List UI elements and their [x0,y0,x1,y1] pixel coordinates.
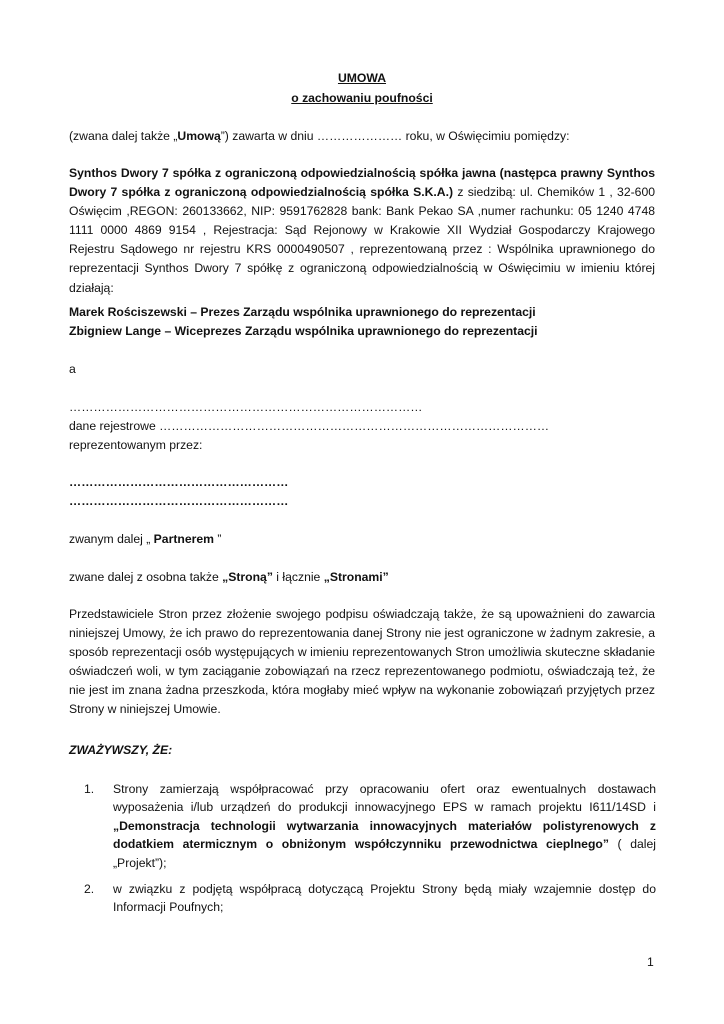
page-number: 1 [647,955,654,969]
list-item-bold-text: „Demonstracja technologii wytwarzania innowacyjnych materiałów polistyrenowych z dodatkiem atermicznym o obniżonym współczynniku przewodnictwa cieplnego” [113,818,656,852]
representation-clause-text: Przedstawiciele Stron przez złożenie swojego podpisu oświadczają także, że są upoważnieni do zawarcia niniejszej Umowy, że ich prawo do reprezentowania danej Strony nie jest ograniczone w żadnym zakresie, a sposób reprezentacji osób występujących w imieniu reprezentowanych Stron umożliwia skuteczne składanie oświadczeń woli, w tym zaciąganie zobowiązań na rzecz reprezentowanego podmiotu, oświadczają też, że nie jest im znana żadna przeszkoda, która mogłaby mieć wpływ na wykonanie zobowiązań przyjętych przez Strony w niniejszej Umowie. [69,607,655,717]
list-item-text: Strony zamierzają współpracować przy opracowaniu ofert oraz ewentualnych dostawach wyposażenia i/lub urządzeń do produkcji innowacyjnego EPS w ramach projektu I611/14SD i [113,782,656,815]
list-item [84,780,656,872]
party2-registry: dane rejestrowe …………………………………………………………………………………… [69,419,550,433]
partner-definition [69,532,221,546]
party1-details: z siedzibą: ul. Chemików 1 , 32-600 Oświęcim ,REGON: 260133662, NIP: 9591762828 bank: Bank Pekao SA ,numer rachunku: 05 1240 4748 1111 0000 4869 9154 , Rejestracja: Sąd Rejonowy w Krakowie XII Wydział Gospodarczy Krajowego Rejestru Sądowego nr rejestru KRS 0000490507 , reprezentowaną przez : Wspólnika uprawnionego do reprezentacji Synthos Dwory 7 spółkę z ograniczoną odpowiedzialnością w Oświęcimiu w imieniu której działają: [69,185,656,295]
intro-prefix: (zwana dalej także „ [69,129,178,143]
intro-bold-term: Umową [177,129,221,143]
party1-rep2: Zbigniew Lange – Wiceprezes Zarządu wspólnika uprawnionego do reprezentacji [69,324,538,338]
party2-represented-by: reprezentowanym przez: [69,438,203,452]
and-word: a [69,362,76,376]
document-subtitle: o zachowaniu poufności [291,91,433,105]
party1-name: Synthos Dwory 7 spółka z ograniczoną odpowiedzialnością spółka jawna (następca prawny Synthos Dwory 7 spółka z ograniczoną odpowiedzialnością spółka S.K.A.) [69,166,655,200]
representation-clause [69,605,655,720]
list-item [84,880,656,917]
party2-rep-line1: ……………………………………………… [69,475,289,489]
parties-prefix: zwane dalej z osobna także [69,570,223,584]
list-item-number: 1. [84,782,95,796]
partner-prefix: zwanym dalej „ [69,532,154,546]
party2-name-line: …………………………………………………………………………… [69,400,423,414]
parties-definition [69,570,389,584]
document-title: UMOWA [337,71,387,85]
list-item-text: w związku z podjętą współpracą dotyczącą Projektu Strony będą miały wzajemnie dostęp do Informacji Poufnych; [113,882,656,915]
party1-rep1: Marek Rościszewski – Prezes Zarządu wspólnika uprawnionego do reprezentacji [69,305,536,319]
parties-bold-term1: „Stroną” [222,570,273,584]
partner-bold-term: Partnerem [153,532,214,546]
parties-middle: i łącznie [272,570,324,584]
intro-suffix: ”) zawarta w dniu ………………… roku, w Oświęcimiu pomiędzy: [220,129,570,143]
list-item-number: 2. [84,882,95,897]
partner-suffix: ” [213,532,222,546]
whereas-heading: ZWAŻYWSZY, ŻE: [69,743,173,757]
whereas-list [84,780,656,917]
list-item-text-end: ( dalej „Projekt”); [113,837,656,870]
parties-bold-term2: „Stronami” [323,570,389,584]
intro-line [69,129,570,143]
party1-block [69,164,655,298]
party2-rep-line2: ……………………………………………… [69,494,289,508]
